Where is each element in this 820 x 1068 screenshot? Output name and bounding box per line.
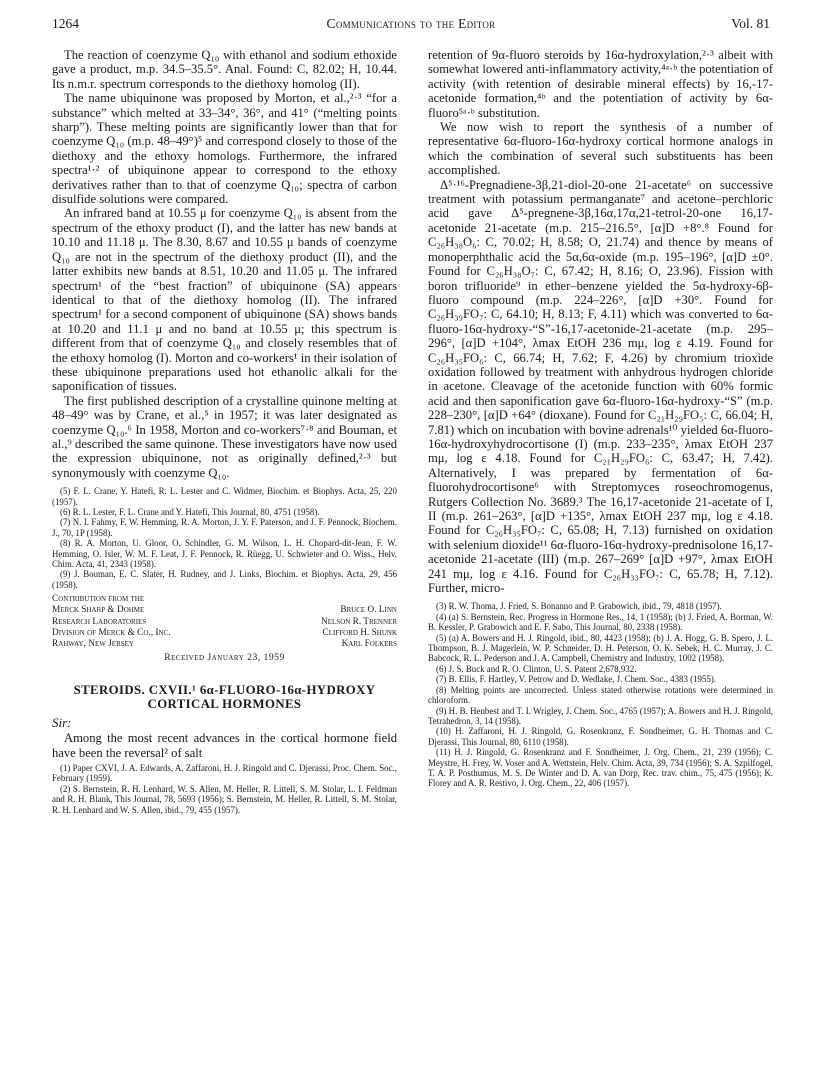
footnote: (9) H. B. Henbest and T. I. Wrigley, J. Chem. Soc., 4765 (1957); A. Bowers and H. J. Ringold, Tetrahedron, 3, 14 (1958). xyxy=(428,705,773,726)
footnote: (11) H. J. Ringold, G. Rosenkranz and F. Sondheimer, J. Org. Chem., 21, 239 (1956); C. Meystre, H. Frey, W. Voser and A. Wettstein, Helv. Chim. Acta, 39, 734 (1956); S. A. Szpilfogel, T. A. P. Posthumus, M. S. De Winter and D. A. van Dorp, Rec. trav. chim., 75, 475 (1956); K. Florey and A. R. Restivo, J. Org. Chem., 22, 406 (1957). xyxy=(428,747,773,789)
paragraph: The first published description of a crystalline quinone melting at 48–49° was by Crane, et al.,⁵ in 1957; it was later designated as coenzyme Q₁₀.⁶ In 1958, Morton and co-workers⁷·⁸ and Bouman, et al.,⁹ described the same quinone. These investigators have now used the expression ubiquinone, not as originally defined,²·³ but synonymously with coenzyme Q₁₀. xyxy=(52,393,397,480)
affiliation: Division of Merck & Co., Inc. xyxy=(52,627,171,638)
footnote: (8) Melting points are uncorrected. Unless stated otherwise rotations were determined in chloroform. xyxy=(428,684,773,706)
contribution-line xyxy=(52,617,397,628)
footnote: (10) H. Zaffaroni, H. J. Ringold, G. Rosenkranz, F. Sondheimer, G. H. Thomas and C. Djerassi, This Journal, 80, 6110 (1958). xyxy=(428,726,773,747)
footnote: (5) F. L. Crane, Y. Hatefi, R. L. Lester and C. Widmer, Biochim. et Biophys. Acta, 25, 220 (1957). xyxy=(52,486,397,507)
paragraph: retention of 9α-fluoro steroids by 16α-hydroxylation,²·³ albeit with somewhat lowered anti-inflammatory activity,⁴ᵃ·ᵇ the potentiation of activity (with retention of desirable mineral effects) by 16,-17-acetonide formation,⁴ᵇ and the potentiation of activity by 6α-fluoro⁵ᵃ·ᵇ substitution. xyxy=(428,48,773,120)
running-title: Communications to the Editor xyxy=(326,16,496,31)
article-title xyxy=(52,683,397,711)
paragraph: Δ⁵·¹⁶-Pregnadiene-3β,21-diol-20-one 21-acetate⁶ on successive treatment with potassium permanganate⁷ and acetone–perchloric acid gave Δ⁵-pregnene-3β,16α,17α,21-tetrol-20-one 16,17-acetonide 21-acetate (m.p. 215–216.5°, [α]D +8°.⁸ Found for C₂₆H₃₈O₆: C, 70.02; H, 8.58; O, 21.74) and thence by means of monoperphthalic acid the 5α,6α-oxide (m.p. 195–196°, [α]D ±0°. Found for C₂₆H₃₈O₇: C, 67.42; H, 8.16; O, 23.96). Fission with boron trifluoride⁹ in ether–benzene yielded the 5α-hydroxy-6β-fluoro compound (m.p. 224–226°, [α]D +30°. Found for C₂₆H₃₉FO₇: C, 64.10; H, 8.13; F, 4.11) which was converted to 6α-fluoro-16α-hydroxy-“S”-16,17-acetonide-21-acetate (m.p. 295–296°, [α]D +104°, λmax EtOH 236 mμ, log ε 4.19. Found for C₂₆H₃₅FO₆: C, 66.74; H, 7.62; F, 4.26) by chromium trioxide oxidation followed by treatment with anhydrous hydrogen chloride in acetone. Cleavage of the acetonide function with 60% formic acid and then saponification gave 6α-fluoro-16α-hydroxy-“S” (m.p. 228–230°, [α]D +64° (dioxane). Found for C₂₁H₂₉FO₅: C, 66.04; H, 7.81) which on incubation with bovine adrenals¹⁰ yielded 6α-fluoro-16α-hydroxyhydrocortisone (I) (m.p. 233–235°, λmax EtOH 237 mμ, log ε 4.18. Found for C₂₁H₂₉FO₆: C, 63.47; H, 7.42). Alternatively, I was prepared by fermentation of 6α-fluorohydrocortisone⁶ with Streptomyces roseochromogenus, Rutgers Collection No. 3689.³ The 16,17-acetonide 21-acetate of I, II (m.p. 261–263°, [α]D +135°, λmax EtOH 237 mμ, log ε 4.18. Found for C₂₆H₃₅FO₇: C, 65.08; H, 7.13) furnished on oxidation with selenium dioxide¹¹ 6α-fluoro-16α-hydroxy-prednisolone 16,17-acetonide 21-acetate (III) (m.p. 267–269° [α]D +97°, λmax EtOH 241 mμ, log ε 4.16. Found for C₂₆H₃₃FO₇: C, 65.78; H, 7.12). Further, micro- xyxy=(428,177,773,596)
affiliation: Contribution from the xyxy=(52,594,145,605)
author: Bruce O. Linn xyxy=(340,605,397,616)
paragraph: The reaction of coenzyme Q₁₀ with ethanol and sodium ethoxide gave a product, m.p. 34.5–35.5°. Anal. Found: C, 82.02; H, 10.44. Its n.m.r. spectrum corresponds to the diethoxy homolog (II). xyxy=(52,48,397,91)
received-date: Received January 23, 1959 xyxy=(164,652,285,664)
footnote: (6) R. L. Lester, F. L. Crane and Y. Hatefi, This Journal, 80, 4751 (1958). xyxy=(60,507,320,517)
footnotes-right xyxy=(428,601,773,788)
title-line: STEROIDS. CXVII.¹ 6α-FLUORO-16α-HYDROXY xyxy=(73,683,376,698)
contribution-block xyxy=(52,594,397,650)
footnotes-left-2 xyxy=(52,763,397,815)
salutation: Sir: xyxy=(52,715,72,731)
contribution-line xyxy=(52,628,397,639)
footnote: (1) Paper CXVI, J. A. Edwards, A. Zaffaroni, H. J. Ringold and C. Djerassi, Proc. Chem. Soc., February (1959). xyxy=(52,763,397,784)
footnote: (3) R. W. Thoma, J. Fried, S. Bonanno and P. Grabowich, ibid., 79, 4818 (1957). xyxy=(436,601,722,612)
footnote: (7) B. Ellis, F. Hartley, V. Petrow and D. Wedlake, J. Chem. Soc., 4383 (1955). xyxy=(436,674,716,685)
affiliation: Merck Sharp & Dohme xyxy=(52,605,145,616)
right-column xyxy=(428,48,773,789)
paragraph: Among the most recent advances in the cortical hormone field have been the reversal² of salt xyxy=(52,731,397,760)
article-body-left xyxy=(52,48,397,480)
contribution-line xyxy=(52,639,397,650)
title-line: CORTICAL HORMONES xyxy=(147,697,302,712)
paragraph: The name ubiquinone was proposed by Morton, et al.,²·³ “for a substance” which melted at 33–34°, 36°, and 41° (“melting points sharp”). These melting points are significantly lower than that for coenzyme Q₁₀ (m.p. 48–49°)⁵ and correspond closely to those of the diethoxy and the ethoxy homologs. Furthermore, the infrared spectra¹·² of ubiquinone appear to correspond to the ethoxy derivatives rather than to that of coenzyme Q₁₀; spectra of carbon disulfide solutions were compared. xyxy=(52,91,397,207)
footnote: (8) R. A. Morton, U. Gloor, O. Schindler, G. M. Wilson, L. H. Chopard-dit-Jean, F. W. Hemming, O. Isler, W. M. F. Leat, J. F. Pennock, R. Rüegg, U. Schwieter and O. Wiss., Helv. Chim. Acta, 41, 2343 (1958). xyxy=(52,538,397,570)
page-number: 1264 xyxy=(52,16,79,31)
footnote: (5) (a) A. Bowers and H. J. Ringold, ibid., 80, 4423 (1958); (b) J. A. Hogg, G. B. Spero, J. L. Thompson, B. J. Magerlein, W. P. Schneider, D. H. Peterson, O. K. Sebek, H. C. Murray, J. C. Babcock, R. L. Pederson and J. A. Campbell, Chemistry and Industry, 1002 (1958). xyxy=(428,632,773,664)
article-body-left-2 xyxy=(52,731,397,760)
volume-label: Vol. 81 xyxy=(731,16,770,31)
paragraph: An infrared band at 10.55 μ for coenzyme Q₁₀ is absent from the spectrum of the ethoxy product (I), and the latter has new bands at 10.10 and 11.18 μ. The 8.30, 8.67 and 10.55 μ bands of coenzyme Q₁₀ are not in the spectrum of the diethoxy product (II), and the latter exhibits new bands at 8.51, 10.20 and 11.05 μ. The infrared spectrum¹ of the “best fraction” of ubiquinone (SA) appears identical to that of the diethoxy homolog (II). The infrared spectrum¹ for a second component of ubiquinone (SA) shows bands at 10.20 and 11.1 μ and no band at 10.55 μ; this spectrum is different from that of coenzyme Q₁₀ and closely resembles that of the ethoxy homolog (I). Morton and co-workers¹ in their isolation of these ubiquinone preparations used hot ethanolic alkali for the saponification of tissues. xyxy=(52,206,397,394)
footnotes-left xyxy=(52,486,397,590)
article-body-right xyxy=(428,48,773,595)
affiliation: Research Laboratories xyxy=(52,616,147,627)
author: Karl Folkers xyxy=(341,639,397,650)
paragraph: We now wish to report the synthesis of a number of representative 6α-fluoro-16α-hydroxy cortical hormone analogs in which the combination of several such substituents has been accomplished. xyxy=(428,120,773,178)
contribution-line xyxy=(52,594,397,605)
author: Nelson R. Trenner xyxy=(321,616,397,627)
left-column xyxy=(52,48,397,815)
footnote: (4) (a) S. Bernstein, Rec. Progress in Hormone Res., 14, 1 (1958); (b) J. Fried, A. Borman, W. B. Kessler, P. Grabowich and E. F. Sabo, This Journal, 80, 2338 (1958). xyxy=(428,611,773,633)
footnote: (2) S. Bernstein, R. H. Lenhard, W. S. Allen, M. Heller, R. Littell, S. M. Stolar, L. I. Feldman and R. H. Blank, This Journal, 78, 5693 (1956); S. Bernstein, M. Heller, R. Littell, S. M. Stolar, R. H. Lenhard and W. S. Allen, ibid., 79, 455 (1957). xyxy=(52,783,397,815)
contribution-line xyxy=(52,605,397,616)
footnote: (6) J. S. Buck and R. O. Clinton, U. S. Patent 2,678,932. xyxy=(436,663,637,674)
footnote: (9) J. Bouman, E. C. Slater, H. Rudney, and J. Links, Biochim. et Biophys. Acta, 29, 456 (1958). xyxy=(52,569,397,590)
affiliation: Rahway, New Jersey xyxy=(52,639,134,650)
footnote: (7) N. I. Fahmy, F. W. Hemming, R. A. Morton, J. Y. F. Paterson, and J. F. Pennock, Biochem. J., 70, 1P (1958). xyxy=(52,517,397,538)
author: Clifford H. Shunk xyxy=(322,627,397,638)
page-header xyxy=(52,16,770,36)
